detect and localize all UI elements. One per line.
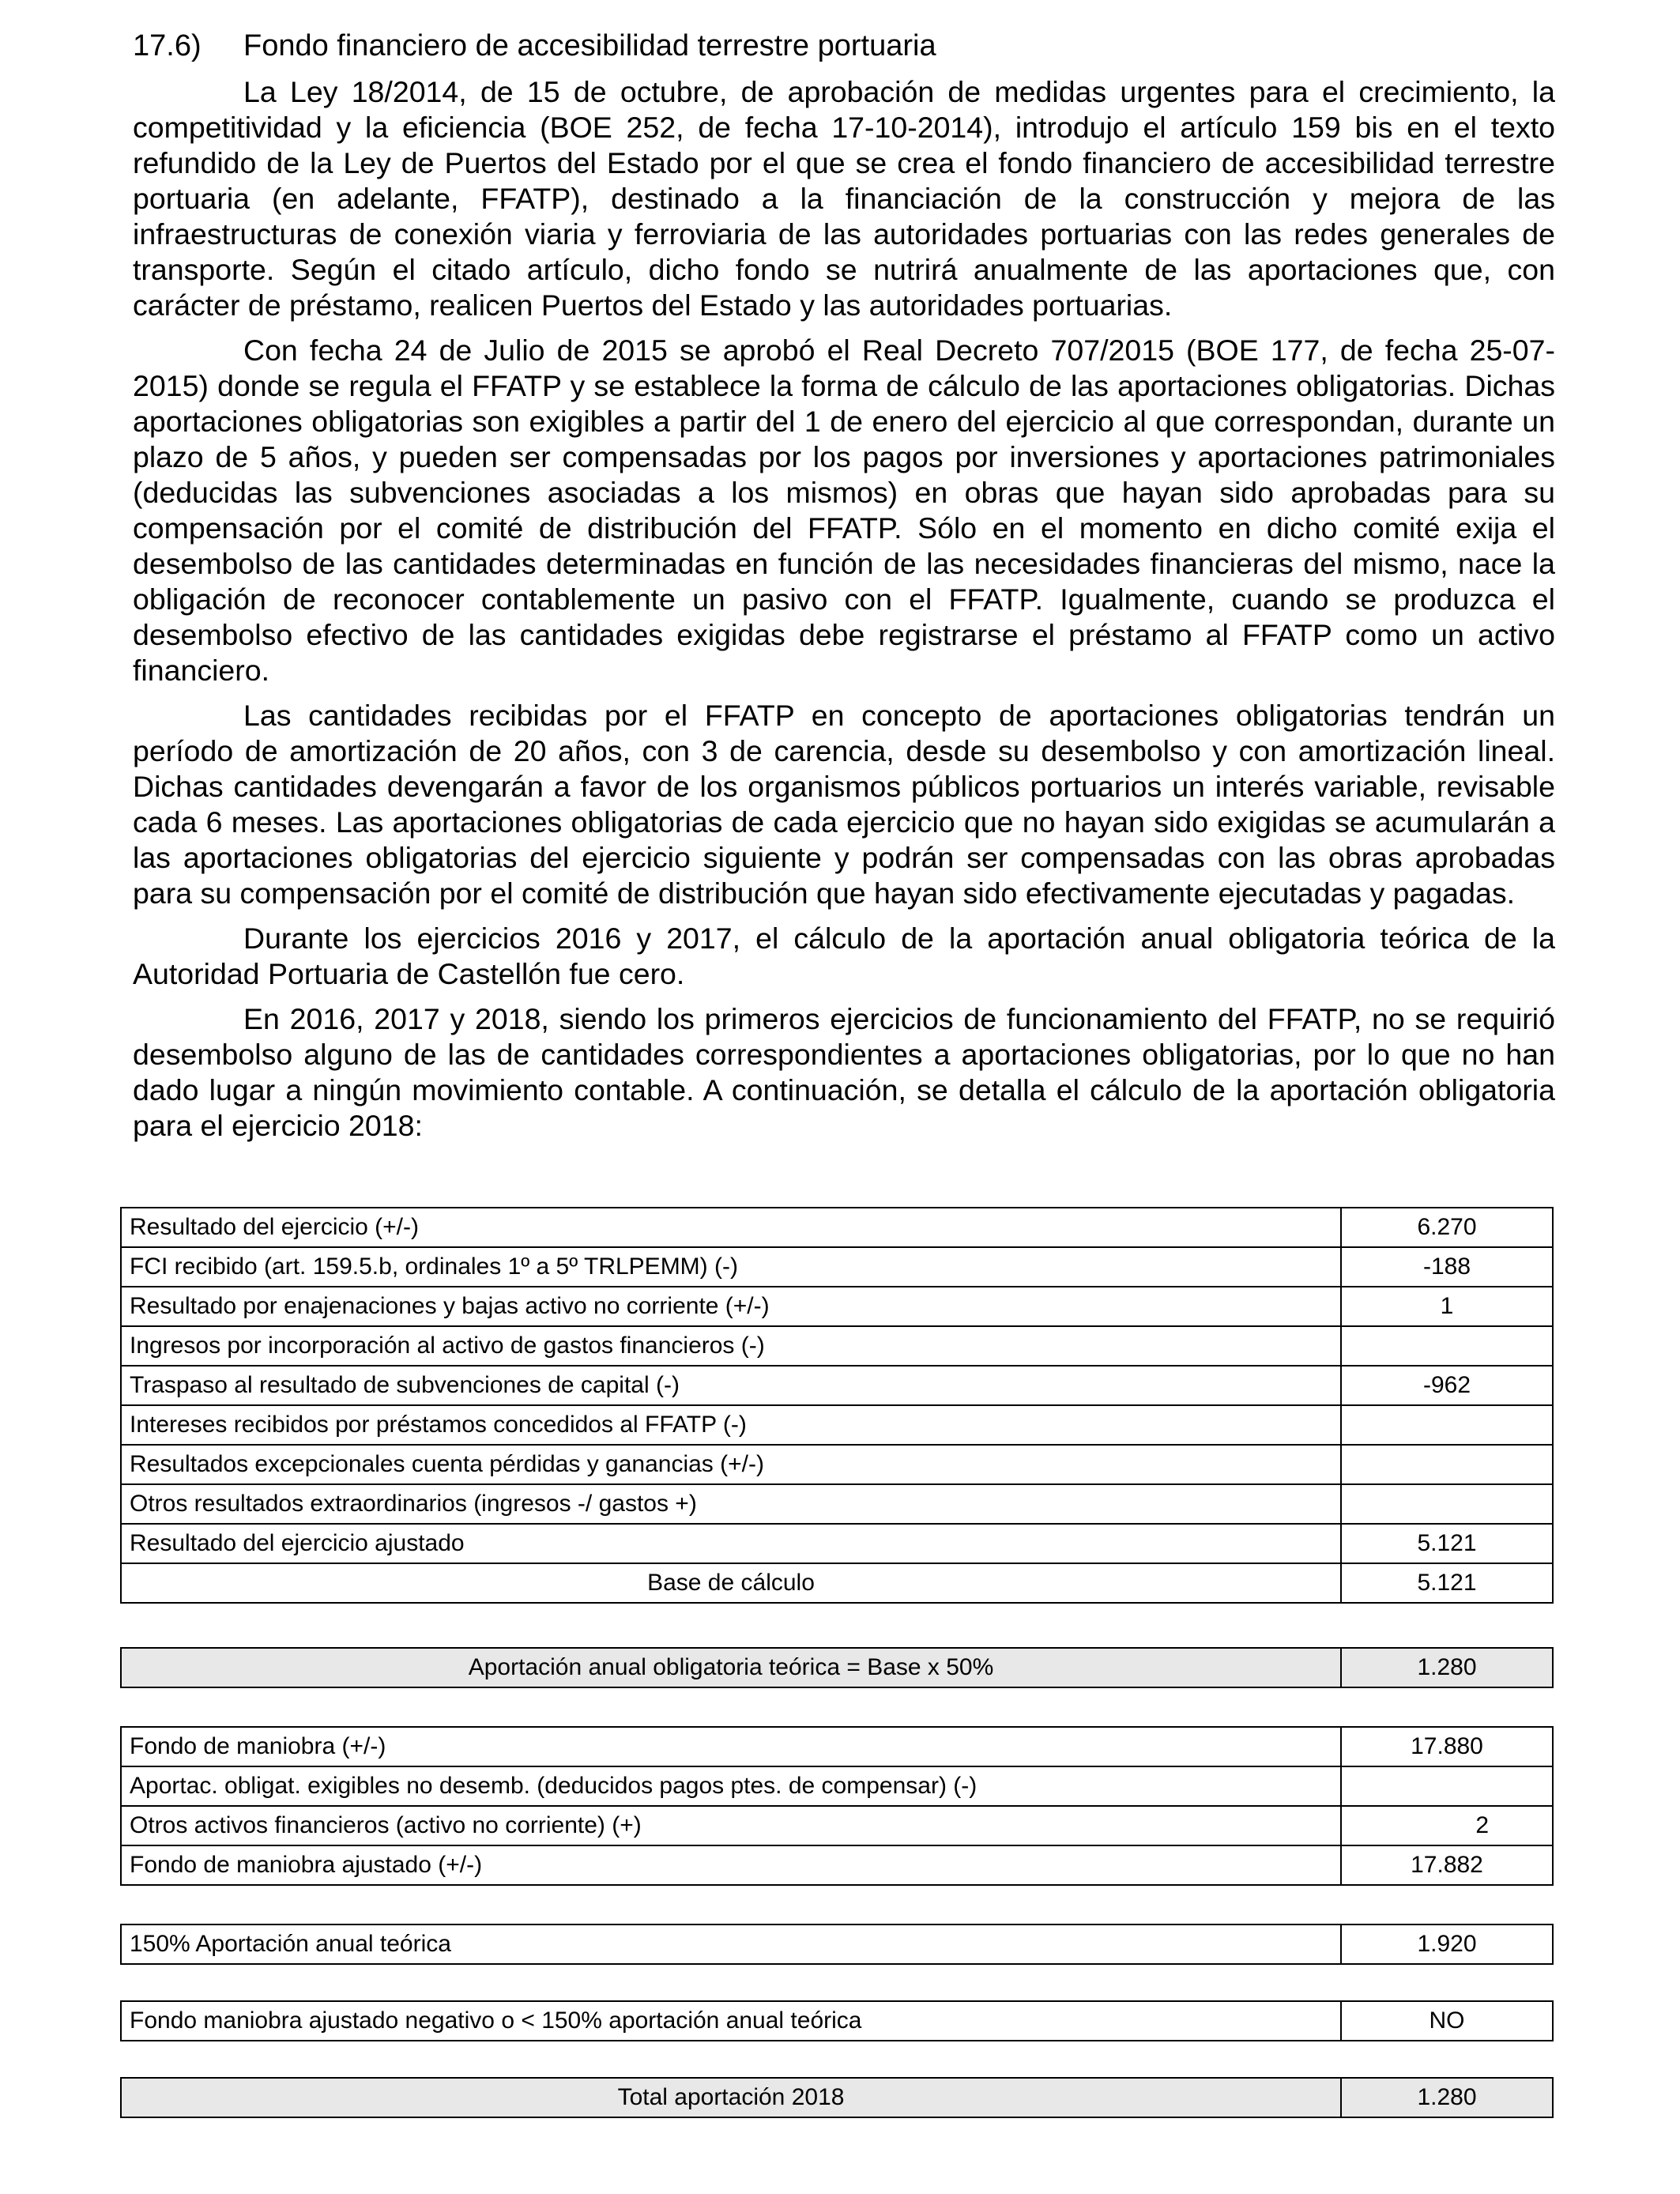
paragraph-cantidades: Las cantidades recibidas por el FFATP en concepto de aportaciones obligatorias tendrán un período de amortización de 20 años, con 3 de carencia, desde su desembolso y con amortización lineal. Dichas cantidades devengarán a favor de los organismos públicos portuarios un interés variable, revisable cada 6 meses. Las aportaciones obligatorias de cada ejercicio que no hayan sido exigidas se acumularán a las aportaciones obligatorias del ejercicio siguiente y podrán ser compensadas con las obras aprobadas para su compensación por el comité de distribución que hayan sido efectivamente ejecutadas y pagadas. — [133, 699, 1555, 910]
row-label: Fondo maniobra ajustado negativo o < 150% aportación anual teórica — [121, 2001, 1341, 2041]
table-row — [121, 1524, 1553, 1563]
calculation-base-table — [120, 1207, 1554, 1604]
row-label: Traspaso al resultado de subvenciones de capital (-) — [121, 1366, 1341, 1405]
row-label: Total aportación 2018 — [121, 2078, 1341, 2117]
row-label: Otros resultados extraordinarios (ingresos -/ gastos +) — [121, 1484, 1341, 1524]
paragraph-ejercicios-2016-2017: Durante los ejercicios 2016 y 2017, el cálculo de la aportación anual obligatoria teórica de la Autoridad Portuaria de Castellón fue cero. — [133, 922, 1555, 990]
table-row — [121, 1445, 1553, 1484]
table-row — [121, 1727, 1553, 1766]
total-contribution-table — [120, 2077, 1554, 2118]
theoretical-150-table — [120, 1924, 1554, 1965]
row-value: 5.121 — [1341, 1563, 1553, 1603]
row-label: Resultado del ejercicio ajustado — [121, 1524, 1341, 1563]
row-value: 1.280 — [1341, 1648, 1553, 1687]
paragraph-calculo-2018: En 2016, 2017 y 2018, siendo los primeros ejercicios de funcionamiento del FFATP, no se requirió desembolso alguno de las de cantidades correspondientes a aportaciones obligatorias, por lo que no han dado lugar a ningún movimiento contable. A continuación, se detalla el cálculo de la aportación obligatoria para el ejercicio 2018: — [133, 1002, 1555, 1142]
annual-contribution-table — [120, 1647, 1554, 1688]
row-value: 5.121 — [1341, 1524, 1553, 1563]
section-heading — [133, 28, 1555, 63]
working-capital-table — [120, 1726, 1554, 1886]
document-page — [133, 28, 1555, 1156]
paragraph-ley-18-2014: La Ley 18/2014, de 15 de octubre, de aprobación de medidas urgentes para el crecimiento, la competitividad y la eficiencia (BOE 252, de fecha 17-10-2014), introdujo el artículo 159 bis en el texto refundido de la Ley de Puertos del Estado por el que se crea el fondo financiero de accesibilidad terrestre portuaria (en adelante, FFATP), destinado a la financiación de la construcción y mejora de las infraestructuras de conexión viaria y ferroviaria de las autoridades portuarias con las redes generales de transporte. Según el citado artículo, dicho fondo se nutrirá anualmente de las aportaciones que, con carácter de préstamo, realicen Puertos del Estado y las autoridades portuarias. — [133, 75, 1555, 322]
row-value: 17.880 — [1341, 1727, 1553, 1766]
row-value: -188 — [1341, 1247, 1553, 1287]
table-row — [121, 1247, 1553, 1287]
table-row — [121, 1845, 1553, 1885]
row-value — [1341, 1484, 1553, 1524]
table-row — [121, 2001, 1553, 2041]
row-value — [1341, 1326, 1553, 1366]
table-row — [121, 1326, 1553, 1366]
row-value: 6.270 — [1341, 1208, 1553, 1247]
table-row — [121, 1405, 1553, 1445]
table-row — [121, 1648, 1553, 1687]
row-label: Aportación anual obligatoria teórica = Base x 50% — [121, 1648, 1341, 1687]
section-title: Fondo financiero de accesibilidad terrestre portuaria — [243, 29, 936, 62]
negative-working-capital-table — [120, 2000, 1554, 2041]
row-value — [1341, 1766, 1553, 1806]
row-value: -962 — [1341, 1366, 1553, 1405]
row-label: Fondo de maniobra (+/-) — [121, 1727, 1341, 1766]
paragraph-real-decreto: Con fecha 24 de Julio de 2015 se aprobó el Real Decreto 707/2015 (BOE 177, de fecha 25-07-2015) donde se regula el FFATP y se establece la forma de cálculo de las aportaciones obligatorias. Dichas aportaciones obligatorias son exigibles a partir del 1 de enero del ejercicio al que correspondan, durante un plazo de 5 años, y pueden ser compensadas por los pagos por inversiones y aportaciones patrimoniales (deducidas las subvenciones asociadas a los mismos) en obras que hayan sido aprobadas para su compensación por el comité de distribución del FFATP. Sólo en el momento en dicho comité exija el desembolso de las cantidades determinadas en función de las necesidades financieras del mismo, nace la obligación de reconocer contablemente un pasivo con el FFATP. Igualmente, cuando se produzca el desembolso efectivo de las cantidades exigidas debe registrarse el préstamo al FFATP como un activo financiero. — [133, 334, 1555, 687]
row-value: 17.882 — [1341, 1845, 1553, 1885]
row-value — [1341, 1445, 1553, 1484]
table-row-total — [121, 1563, 1553, 1603]
row-label: Otros activos financieros (activo no corriente) (+) — [121, 1806, 1341, 1845]
table-row — [121, 1806, 1553, 1845]
row-label: Base de cálculo — [121, 1563, 1341, 1603]
table-row — [121, 1287, 1553, 1326]
table-row — [121, 1208, 1553, 1247]
row-value: NO — [1341, 2001, 1553, 2041]
row-value: 1 — [1341, 1287, 1553, 1326]
row-label: Resultado por enajenaciones y bajas activo no corriente (+/-) — [121, 1287, 1341, 1326]
row-label: Ingresos por incorporación al activo de gastos financieros (-) — [121, 1326, 1341, 1366]
section-number: 17.6) — [133, 29, 202, 62]
row-value — [1341, 1405, 1553, 1445]
row-label: Resultado del ejercicio (+/-) — [121, 1208, 1341, 1247]
row-value: 2 — [1341, 1806, 1553, 1845]
row-value: 1.920 — [1341, 1924, 1553, 1964]
row-value: 1.280 — [1341, 2078, 1553, 2117]
row-label: FCI recibido (art. 159.5.b, ordinales 1º a 5º TRLPEMM) (-) — [121, 1247, 1341, 1287]
table-row — [121, 1924, 1553, 1964]
table-row — [121, 1484, 1553, 1524]
row-label: Resultados excepcionales cuenta pérdidas y ganancias (+/-) — [121, 1445, 1341, 1484]
row-label: 150% Aportación anual teórica — [121, 1924, 1341, 1964]
table-row-total — [121, 2078, 1553, 2117]
row-label: Fondo de maniobra ajustado (+/-) — [121, 1845, 1341, 1885]
row-label: Aportac. obligat. exigibles no desemb. (deducidos pagos ptes. de compensar) (-) — [121, 1766, 1341, 1806]
table-row — [121, 1366, 1553, 1405]
table-row — [121, 1766, 1553, 1806]
row-label: Intereses recibidos por préstamos concedidos al FFATP (-) — [121, 1405, 1341, 1445]
